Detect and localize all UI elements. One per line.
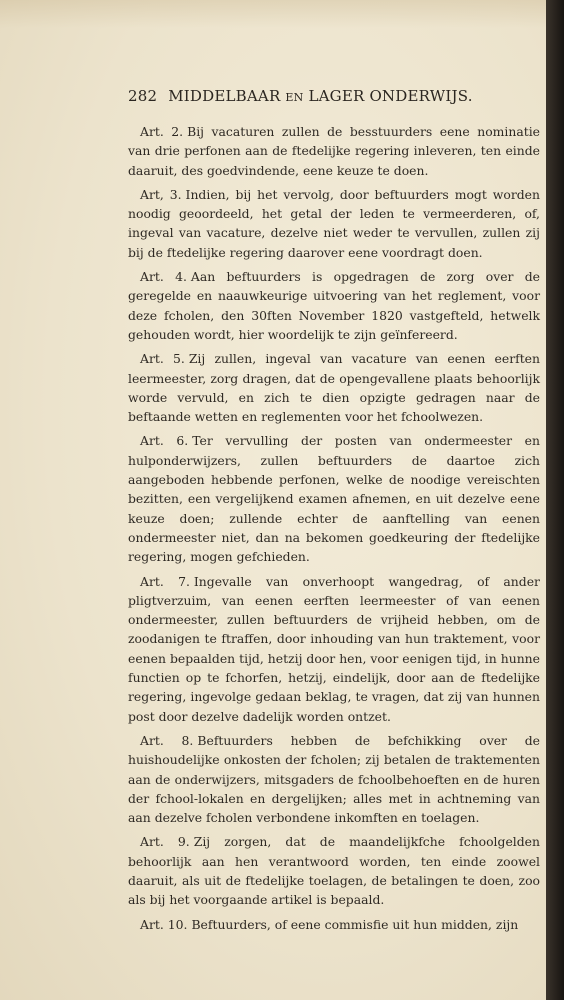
- article-paragraph: [128, 431, 540, 566]
- body-text: [128, 122, 540, 939]
- page-number: 282: [128, 87, 158, 105]
- article-label: Art. 7.: [140, 573, 190, 589]
- article-label: Art. 8.: [140, 732, 194, 748]
- article-paragraph: [128, 572, 540, 726]
- article-paragraph: [128, 349, 540, 426]
- article-paragraph: [128, 832, 540, 909]
- article-text: Beftuurders hebben de befchikking over de huishoudelijke onkosten der fcholen; zij betalen de traktementen aan de onderwijzers, mitsgaders de fchoolbehoeften en de huren der fchool-lokalen en dergelijken; alles met in achtneming van aan dezelve fcholen verbondene inkomften en toelagen.: [128, 732, 541, 826]
- binding-edge: [546, 0, 564, 1000]
- article-label: Art. 6.: [140, 433, 189, 449]
- article-paragraph: [128, 731, 540, 827]
- article-text: Ter vervulling der posten van ondermeester en hulponderwijzers, zullen beftuurders de daartoe zich aangeboden hebbende perfonen, welke de noodige vereischten bezitten, een vergelijkend examen afnemen, en uit dezelve eene keuze doen; zullende echter de aanftelling van eenen ondermeester niet, dan na bekomen goedkeuring der ftedelijke regering, mogen gefchieden.: [128, 433, 540, 565]
- article-paragraph: [128, 267, 540, 344]
- article-label: Art. 10.: [140, 916, 188, 932]
- article-paragraph: [128, 185, 540, 262]
- article-label: Art. 2.: [140, 124, 184, 139]
- page-stain: [0, 0, 546, 28]
- article-text: Zij zullen, ingeval van vacature van eenen eerften leermeester, zorg dragen, dat de opengevallene plaats behoorlijk worde vervuld, en zich te dien opzigte gedragen naar de beftaande wetten en reglementen voor het fchoolwezen.: [128, 351, 540, 425]
- article-text: Aan beftuurders is opgedragen de zorg over de geregelde en naauwkeurige uitvoering van het reglement, voor deze fcholen, den 30ften November 1820 vastgefteld, hetwelk gehouden wordt, hier woordelijk te zijn geïnfereerd.: [128, 269, 540, 342]
- article-paragraph: [128, 122, 540, 180]
- article-label: Art. 5.: [140, 351, 185, 367]
- article-label: Art, 3.: [140, 186, 182, 202]
- header-title-1: MIDDELBAAR: [168, 87, 281, 105]
- article-text: Indien, bij het vervolg, door beftuurders mogt worden noodig geoordeeld, het getal der leden te vermeerderen, of, ingeval van vacature, dezelve niet weder te vervullen, zullen zij bij de ftedelijke regering daarover eene voordragt doen.: [128, 186, 540, 260]
- article-text: Bij vacaturen zullen de besstuurders eene nominatie van drie perfonen aan de ftedelijke regering inleveren, ten einde daaruit, des goedvindende, eene keuze te doen.: [128, 124, 541, 178]
- article-paragraph: [128, 915, 540, 934]
- article-text: Beftuurders, of eene commisfie uit hun midden, zijn: [191, 916, 519, 932]
- article-label: Art. 4.: [140, 269, 187, 285]
- header-title-3: LAGER: [308, 87, 365, 105]
- article-text: Zij zorgen, dat de maandelijkfche fchoolgelden behoorlijk aan hen verantwoord worden, ten einde zoowel daaruit, als uit de ftedelijke toelagen, de betalingen te doen, zoo als bij het voorgaande artikel is bepaald.: [128, 834, 540, 908]
- running-header: [128, 87, 498, 105]
- header-title-2: EN: [285, 91, 304, 104]
- header-title-4: ONDERWIJS.: [369, 87, 473, 105]
- article-text: Ingevalle van onverhoopt wangedrag, of ander pligtverzuim, van eenen eerften leermeester of van eenen ondermeester, zullen beftuurders de vrijheid hebben, om de zoodanigen te ftraffen, door inhouding van hun traktement, voor eenen bepaalden tijd, hetzij door hen, voor eenigen tijd, in hunne functien op te fchorfen, hetzij, eindelijk, door aan de ftedelijke regering, ingevolge gedaan beklag, te vragen, dat zij van hunnen post door dezelve dadelijk worden ontzet.: [128, 573, 540, 724]
- article-label: Art. 9.: [140, 834, 190, 850]
